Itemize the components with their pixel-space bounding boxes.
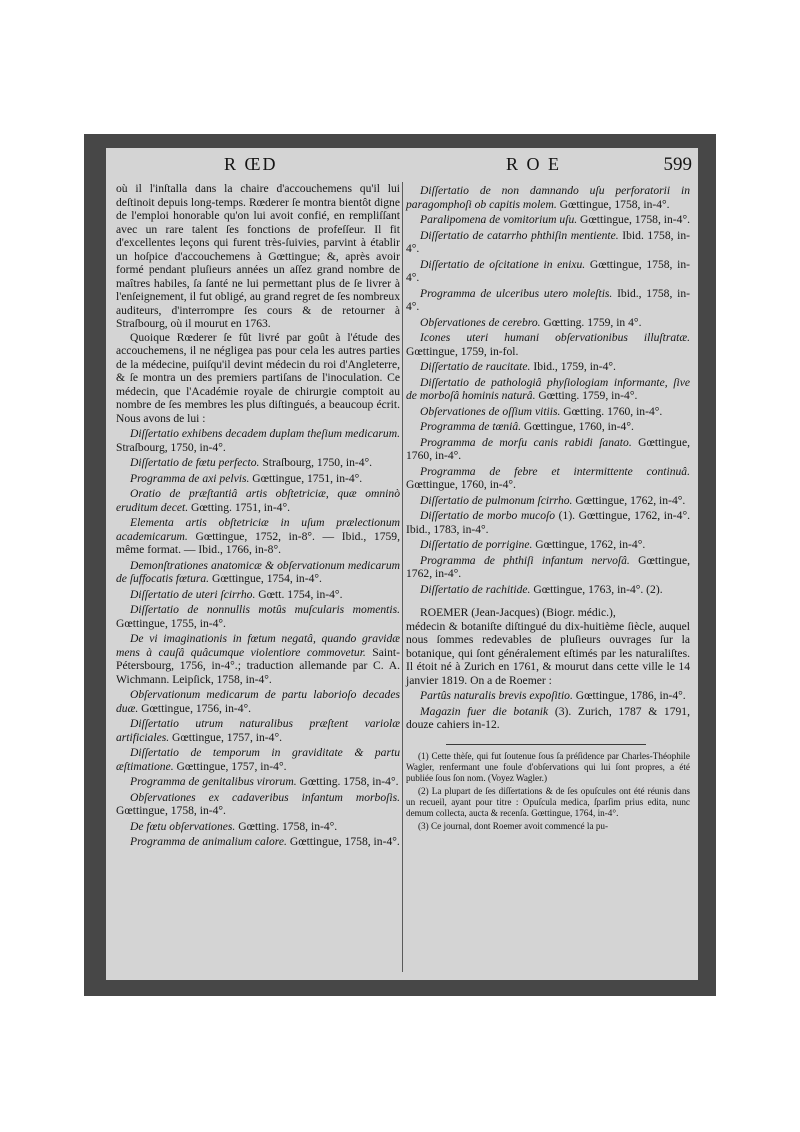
entry-details: Ibid., 1759, in-4°. xyxy=(530,360,616,373)
bibliography-entry xyxy=(116,746,400,773)
bibliography-entry xyxy=(406,583,690,597)
entry-title: Programma de tœniâ. xyxy=(420,420,522,433)
bibliography-entry xyxy=(116,791,400,818)
entry-title: Diſſertatio de oſcitatione in enixu. xyxy=(420,257,586,271)
entry-title: Diſſertatio de pulmonum ſcirrho. xyxy=(420,493,573,507)
bibliography-entry xyxy=(406,420,690,434)
bibliography-entry xyxy=(116,427,400,454)
entry-title: Diſſertatio de uteri ſcirrho. xyxy=(130,587,256,601)
bibliography-entry xyxy=(116,588,400,602)
running-head-right: R O E xyxy=(506,154,561,174)
entry-details: Gœttingue, 1754, in-4°. xyxy=(209,572,322,585)
entry-title: Programma de axi pelvis. xyxy=(130,471,250,485)
bibliography-entry xyxy=(406,360,690,374)
entry-title: Diſſertatio de morbo mucoſo xyxy=(420,509,556,522)
footnote: (1) Cette thèſe, qui fut ſoutenue ſous ſa préſidence par Charles-Théophile Wagler, renfermant une foule d'obſervations qui lui ſont propres, a été publiée ſous ſon nom. (Voyez Wagler.) xyxy=(406,750,690,783)
entry-title: Programma de ulceribus utero moleſtis. xyxy=(420,286,613,300)
entry-details: Gœtting. 1759, in-4°. xyxy=(535,389,638,402)
entry-title: Demonſtrationes anatomicæ & obſervationum medicarum de ſuffocatis fœtura. xyxy=(116,558,400,585)
bibliography-entry xyxy=(406,705,690,732)
entry-title: Diſſertatio de rachitide. xyxy=(420,582,531,596)
bibliography-entry xyxy=(406,184,690,211)
bibliography-entry xyxy=(406,331,690,358)
entry-title: Obſervationum medicarum de partu laborioſo decades duæ. xyxy=(116,688,400,715)
entry-details: Gœttingue, 1759, in-fol. xyxy=(406,344,519,358)
entry-title: Diſſertatio de catarrho phthiſin mentiente. xyxy=(420,228,619,242)
entry-details: Gœttingue, 1760, in-4°. xyxy=(521,420,634,433)
entry-title: Diſſertatio utrum naturalibus præſtent variolæ artificiales. xyxy=(116,717,400,744)
entry-details: (3). Zurich, 1787 & 1791, douze cahiers in-12. xyxy=(406,704,690,731)
entry-title: Elementa artis obſtetriciæ in uſum prælectionum academicarum. xyxy=(116,516,400,543)
entry-details: Gœttingue, 1758, in-4°. xyxy=(286,835,400,848)
footnote-rule xyxy=(446,744,646,745)
entry-title: Programma de febre et intermittente continuâ. xyxy=(420,464,690,478)
bibliography-entry xyxy=(116,775,400,789)
entry-title: Diſſertatio de raucitate. xyxy=(420,360,531,373)
entry-title: De vi imaginationis in fœtum negatâ, quando gravidæ mens à cauſâ quâcumque violentiore commovetur. xyxy=(116,632,400,659)
entry-title: De fœtu obſervationes. xyxy=(130,819,236,833)
entry-details: Gœttingue, 1760, in-4°. xyxy=(406,478,516,491)
right-entry-list xyxy=(406,184,690,596)
entry-title: Obſervationes ex cadaveribus infantum morboſis. xyxy=(130,790,400,804)
entry-title: Obſervationes de oſſium vitiis. xyxy=(420,404,561,418)
bibliography-entry xyxy=(406,465,690,492)
bibliography-entry xyxy=(116,603,400,630)
entry-details: Gœtting. 1758, in-4°. xyxy=(296,775,399,788)
entry-details: Gœttingue, 1758, in-4°. xyxy=(116,804,226,817)
roemer-paragraph: médecin & botaniſte diſtingué du dix-huitième ſiècle, auquel nous ſommes redevables de pluſieurs ouvrages ſur la botanique, qui ſont généralement eſtimés par les naturaliſtes. Il étoit né à Zurich en 1761, & mourut dans cette ville le 14 janvier 1819. On a de Roemer : xyxy=(406,619,690,687)
bibliography-entry xyxy=(406,509,690,536)
entry-details: Gœttingue, 1758, in-4°. xyxy=(406,257,690,284)
roemer-entry-list xyxy=(406,689,690,732)
bibliography-entry xyxy=(116,487,400,514)
bibliography-entry xyxy=(116,456,400,470)
footnotes xyxy=(406,751,690,832)
bibliography-entry xyxy=(116,688,400,715)
entry-details: Ibid., 1758, in-4°. xyxy=(406,286,690,313)
entry-title: Diſſertatio de pathologiâ phyſiologiam informante, ſive de morboſâ hominis naturâ. xyxy=(406,375,690,402)
bibliography-entry xyxy=(406,316,690,330)
entry-details: Ibid. 1758, in-4°. xyxy=(406,228,690,255)
entry-details: Straſbourg, 1750, in-4°. xyxy=(259,456,373,469)
entry-details: Saint-Pétersbourg, 1756, in-4°.; traduction allemande par C. A. Wichmann. Leipſick, 1758, in-4°. xyxy=(116,645,400,686)
entry-details: (1). Gœttingue, 1762, in-4°. Ibid., 1783, in-4°. xyxy=(406,509,690,536)
entry-title: Icones uteri humani obſervationibus illuſtratæ. xyxy=(420,331,690,344)
footnote: (3) Ce journal, dont Roemer avoit commencé la pu- xyxy=(418,820,609,831)
entry-title: Partûs naturalis brevis expoſitio. xyxy=(420,689,573,702)
entry-title: Obſervationes de cerebro. xyxy=(420,315,541,329)
left-entry-list xyxy=(116,427,400,849)
entry-title: Diſſertatio exhibens decadem duplam theſium medicarum. xyxy=(130,427,400,440)
bibliography-entry xyxy=(406,213,690,227)
entry-title: Programma de animalium calore. xyxy=(130,835,287,848)
entry-details: Gœttingue, 1786, in-4°. xyxy=(572,689,686,702)
entry-title: Diſſertatio de non damnando uſu perforatorii in paragomphoſi ob capitis molem. xyxy=(406,184,690,211)
entry-title: Diſſertatio de temporum in graviditate & partu æſtimatione. xyxy=(116,746,400,773)
entry-title: Oratio de præſtantiâ artis obſtetriciæ, quæ omninò eruditum decet. xyxy=(116,487,400,514)
bibliography-entry xyxy=(116,632,400,686)
bibliography-entry xyxy=(406,258,690,285)
left-column xyxy=(116,182,400,849)
bibliography-entry xyxy=(116,835,400,849)
entry-details: Gœttingue, 1763, in-4°. (2). xyxy=(530,582,663,596)
entry-details: Gœtting. 1760, in-4°. xyxy=(560,404,663,418)
entry-title: Paralipomena de vomitorium uſu. xyxy=(420,213,578,226)
entry-details: Gœttingue, 1752, in-8°. — Ibid., 1759, même format. — Ibid., 1766, in-8°. xyxy=(116,529,400,556)
book-page xyxy=(106,148,698,980)
bibliography-entry xyxy=(406,494,690,508)
second-paragraph: Quoique Rœderer ſe fût livré par goût à l'étude des accouchemens, il ne négligea pas pour cela les autres parties de la médecine, puiſqu'il devint médecin du roi d'Angleterre, & ſe montra un des premiers partiſans de l'inoculation. Ce médecin, que l'Académie royale de chirurgie comptoit au nombre de ſes membres les plus diſtingués, a beaucoup écrit. Nous avons de lui : xyxy=(116,330,400,425)
bibliography-entry xyxy=(406,436,690,463)
entry-details: Gœttingue, 1757, in-4°. xyxy=(169,730,282,744)
entry-details: Gœttingue, 1755, in-4°. xyxy=(116,616,226,630)
bibliography-entry xyxy=(406,229,690,256)
intro-paragraph: où il l'inſtalla dans la chaire d'accouchemens qu'il lui deſtinoit depuis long-temps. Rœderer ſe montra bientôt digne de l'emploi honorable qu'on lui avoit confié, en rempliſſant avec un rare talent ſes fonctions de profeſſeur. Il fit d'excellentes leçons qui furent très-ſuivies, parvint à établir un hoſpice d'accouchemens à Gœttingue; &, après avoir formé pendant pluſieurs années un aſſez grand nombre de maîtres habiles, ſa ſanté ne lui permettant plus de ſe livrer à l'enſeignement, il fut obligé, au grand regret de ſes nombreux auditeurs, d'interrompre ſes cours & de retourner à Straſbourg, où il mourut en 1763. xyxy=(116,182,400,330)
footnote: (2) La plupart de ſes diſſertations & de ſes opuſcules ont été réunis dans un recueil, ayant pour titre : Opuſcula medica, ſparſim prius edita, nunc demum collecta, aucta & recenſa. Gœttingue, 1764, in-4°. xyxy=(406,785,690,818)
entry-details: Gœtt. 1754, in-4°. xyxy=(255,587,343,601)
entry-details: Gœtting. 1759, in 4°. xyxy=(540,315,642,329)
bibliography-entry xyxy=(406,376,690,403)
running-head-left: R ŒD xyxy=(224,154,278,174)
entry-details: Gœttingue, 1762, in-4°. xyxy=(572,493,686,507)
column-divider xyxy=(402,182,403,972)
entry-details: Gœtting. 1751, in-4°. xyxy=(188,500,291,514)
entry-title: Programma de genitalibus virorum. xyxy=(130,775,297,788)
bibliography-entry xyxy=(406,689,690,703)
bibliography-entry xyxy=(116,559,400,586)
entry-details: Straſbourg, 1750, in-4°. xyxy=(116,440,226,454)
bibliography-entry xyxy=(116,717,400,744)
entry-title: Programma de phthiſi infantum nervoſâ. xyxy=(420,553,630,567)
entry-details: Gœttingue, 1762, in-4°. xyxy=(406,553,690,580)
entry-details: Gœttingue, 1756, in-4°. xyxy=(138,701,252,715)
entry-details: Gœttingue, 1751, in-4°. xyxy=(249,471,363,485)
entry-title: Diſſertatio de fœtu perfecto. xyxy=(130,456,260,469)
entry-details: Gœttingue, 1758, in-4°. xyxy=(577,213,690,226)
page-number: 599 xyxy=(663,154,692,175)
entry-details: Gœttingue, 1762, in-4°. xyxy=(532,538,646,551)
bibliography-entry xyxy=(406,405,690,419)
entry-title: Programma de morſu canis rabidi ſanato. xyxy=(420,435,632,449)
bibliography-entry xyxy=(116,820,400,834)
entry-details: Gœtting. 1758, in-4°. xyxy=(235,819,338,833)
entry-title: Magazin fuer die botanik xyxy=(420,704,549,718)
bibliography-entry xyxy=(116,516,400,557)
entry-details: Gœttingue, 1757, in-4°. xyxy=(173,759,287,773)
roemer-heading: ROEMER (Jean-Jacques) (Biogr. médic.), xyxy=(420,606,616,619)
bibliography-entry xyxy=(406,287,690,314)
right-column xyxy=(406,182,690,832)
entry-details: Gœttingue, 1758, in-4°. xyxy=(556,197,670,211)
entry-title: Diſſertatio de porrigine. xyxy=(420,538,533,551)
bibliography-entry xyxy=(406,554,690,581)
entry-details: Gœttingue, 1760, in-4°. xyxy=(406,435,690,462)
bibliography-entry xyxy=(406,538,690,552)
bibliography-entry xyxy=(116,472,400,486)
entry-title: Diſſertatio de nonnullis motûs muſcularis momentis. xyxy=(130,603,400,616)
